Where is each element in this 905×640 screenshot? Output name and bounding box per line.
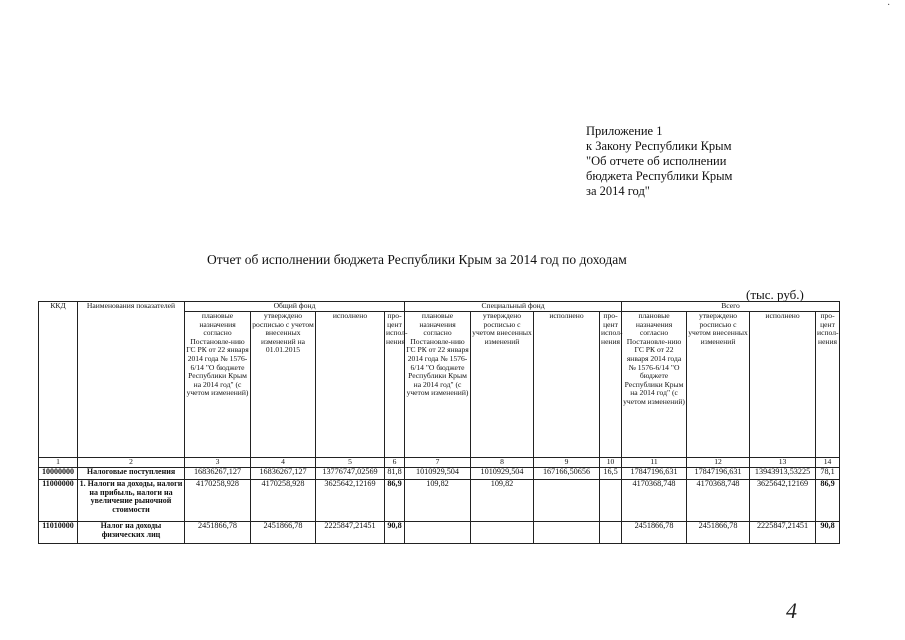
appendix-line: за 2014 год" xyxy=(586,184,650,198)
cell-planned: 4170368,748 xyxy=(622,480,687,522)
column-number: 13 xyxy=(750,458,816,468)
header-group-row xyxy=(39,302,840,312)
cell-planned: 2451866,78 xyxy=(622,522,687,544)
header-executed: исполнено xyxy=(750,312,816,458)
header-total: Всего xyxy=(622,302,840,312)
cell-planned: 17847196,631 xyxy=(622,468,687,480)
cell-planned: 4170258,928 xyxy=(185,480,251,522)
cell-executed: 3625642,12169 xyxy=(316,480,385,522)
header-percent: про-цент испол-нения xyxy=(600,312,622,458)
appendix-line: "Об отчете об исполнении xyxy=(586,154,727,168)
cell-percent: 90,8 xyxy=(816,522,840,544)
cell-planned: 16836267,127 xyxy=(185,468,251,480)
table-row xyxy=(39,522,840,544)
cell-executed: 3625642,12169 xyxy=(750,480,816,522)
row-kkd: 11010000 xyxy=(39,522,78,544)
column-number: 8 xyxy=(471,458,534,468)
cell-approved: 1010929,504 xyxy=(471,468,534,480)
header-approved: утверждено росписью с учетом внесенных изменений xyxy=(471,312,534,458)
cell-percent xyxy=(600,480,622,522)
column-number-row xyxy=(39,458,840,468)
row-name: Налог на доходы физических лиц xyxy=(78,522,185,544)
cell-percent: 16,5 xyxy=(600,468,622,480)
cell-approved: 2451866,78 xyxy=(251,522,316,544)
column-number: 3 xyxy=(185,458,251,468)
header-percent: про-цент испол-нения xyxy=(816,312,840,458)
cell-percent: 86,9 xyxy=(816,480,840,522)
header-planned: плановые назначения согласно Постановле-нию ГС РК от 22 января 2014 года № 1576-6/14 "О бюджете Республики Крым на 2014 год" (с учетом изменений) xyxy=(622,312,687,458)
cell-approved: 109,82 xyxy=(471,480,534,522)
column-number: 9 xyxy=(534,458,600,468)
cell-approved: 17847196,631 xyxy=(687,468,750,480)
header-special-fund: Специальный фонд xyxy=(405,302,622,312)
column-number: 4 xyxy=(251,458,316,468)
table-row xyxy=(39,480,840,522)
cell-planned: 109,82 xyxy=(405,480,471,522)
header-executed: исполнено xyxy=(534,312,600,458)
corner-mark: · xyxy=(887,0,891,11)
revenue-table xyxy=(38,301,840,544)
cell-planned: 2451866,78 xyxy=(185,522,251,544)
cell-planned xyxy=(405,522,471,544)
units-label: (тыс. руб.) xyxy=(746,287,804,302)
appendix-line: Приложение 1 xyxy=(586,124,663,138)
table-row xyxy=(39,468,840,480)
column-number: 7 xyxy=(405,458,471,468)
cell-approved: 4170258,928 xyxy=(251,480,316,522)
header-executed: исполнено xyxy=(316,312,385,458)
report-title: Отчет об исполнении бюджета Республики Крым за 2014 год по доходам xyxy=(207,252,627,267)
column-number: 6 xyxy=(385,458,405,468)
header-kkd: ККД xyxy=(39,302,78,458)
cell-executed xyxy=(534,522,600,544)
cell-executed: 2225847,21451 xyxy=(316,522,385,544)
cell-percent xyxy=(600,522,622,544)
cell-percent: 86,9 xyxy=(385,480,405,522)
cell-executed xyxy=(534,480,600,522)
header-approved: утверждено росписью с учетом внесенных изменений xyxy=(687,312,750,458)
appendix-line: бюджета Республики Крым xyxy=(586,169,733,183)
column-number: 11 xyxy=(622,458,687,468)
row-name: 1. Налоги на доходы, налоги на прибыль, налоги на увеличение рыночной стоимости xyxy=(78,480,185,522)
header-general-fund: Общий фонд xyxy=(185,302,405,312)
cell-percent: 78,1 xyxy=(816,468,840,480)
cell-percent: 90,8 xyxy=(385,522,405,544)
column-number: 1 xyxy=(39,458,78,468)
appendix-line: к Закону Республики Крым xyxy=(586,139,732,153)
cell-executed: 2225847,21451 xyxy=(750,522,816,544)
cell-executed: 13943913,53225 xyxy=(750,468,816,480)
column-number: 2 xyxy=(78,458,185,468)
header-name: Наименования показателей xyxy=(78,302,185,458)
header-percent: про-цент испол-нения xyxy=(385,312,405,458)
cell-percent: 81,8 xyxy=(385,468,405,480)
cell-planned: 1010929,504 xyxy=(405,468,471,480)
cell-executed: 13776747,02569 xyxy=(316,468,385,480)
column-number: 14 xyxy=(816,458,840,468)
row-kkd: 11000000 xyxy=(39,480,78,522)
cell-approved: 16836267,127 xyxy=(251,468,316,480)
column-number: 5 xyxy=(316,458,385,468)
page-number-mark: 4 xyxy=(786,598,797,623)
appendix-note xyxy=(586,124,732,199)
cell-approved xyxy=(471,522,534,544)
header-approved: утверждено росписью с учетом внесенных изменений на 01.01.2015 xyxy=(251,312,316,458)
column-number: 12 xyxy=(687,458,750,468)
column-number: 10 xyxy=(600,458,622,468)
header-planned: плановые назначения согласно Постановле-нию ГС РК от 22 января 2014 года № 1576-6/14 "О бюджете Республики Крым на 2014 год" (с учетом изменений) xyxy=(405,312,471,458)
cell-executed: 167166,50656 xyxy=(534,468,600,480)
row-kkd: 10000000 xyxy=(39,468,78,480)
cell-approved: 2451866,78 xyxy=(687,522,750,544)
header-planned: плановые назначения согласно Постановле-нию ГС РК от 22 января 2014 года № 1576-6/14 "О бюджете Республики Крым на 2014 год" (с учетом изменений) xyxy=(185,312,251,458)
row-name: Налоговые поступления xyxy=(78,468,185,480)
cell-approved: 4170368,748 xyxy=(687,480,750,522)
